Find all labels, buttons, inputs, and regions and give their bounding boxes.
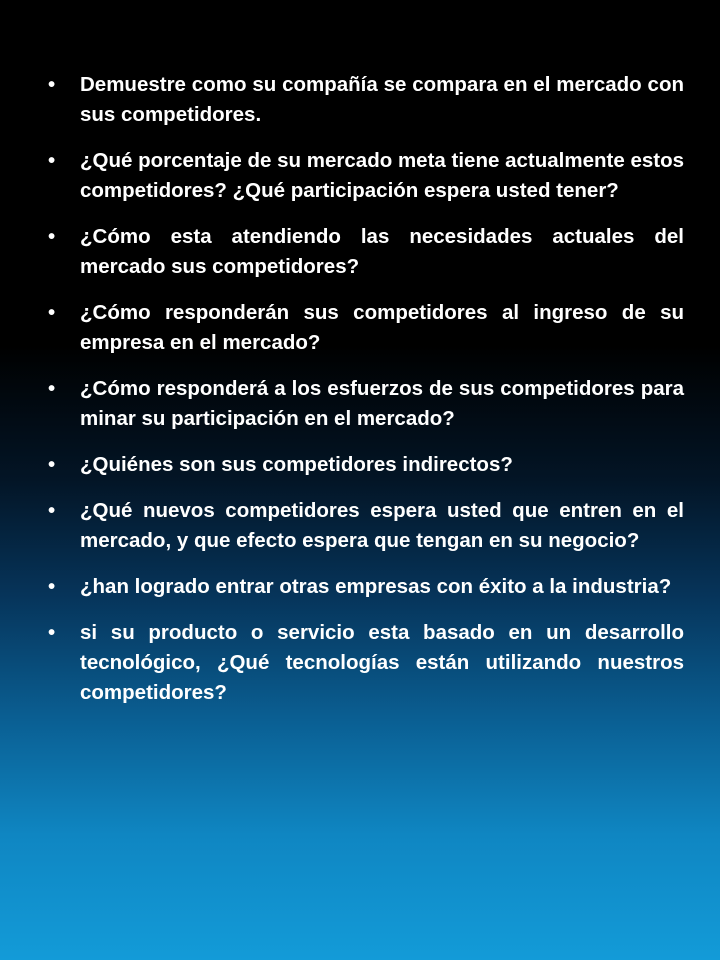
bullet-item-2 [48,146,684,206]
bullet-item-5 [48,374,684,434]
bullet-icon: • [48,499,56,522]
bullet-icon: • [48,149,56,172]
bullet-item-7 [48,496,684,556]
bullet-item-9 [48,618,684,708]
bullet-text: ¿Qué porcentaje de su mercado meta tiene actualmente estos competidores? ¿Qué participación espera usted tener? [80,149,684,202]
bullet-icon: • [48,377,56,400]
bullet-text: ¿Cómo esta atendiendo las necesidades actuales del mercado sus competidores? [80,225,684,278]
bullet-item-3 [48,222,684,282]
bullet-icon: • [48,453,56,476]
bullet-icon: • [48,575,56,598]
bullet-icon: • [48,73,56,96]
bullet-icon: • [48,301,56,324]
bullet-text: ¿Cómo responderá a los esfuerzos de sus competidores para minar su participación en el mercado? [80,377,684,430]
bullet-item-4 [48,298,684,358]
bullet-icon: • [48,225,56,248]
bullet-text: ¿Cómo responderán sus competidores al ingreso de su empresa en el mercado? [80,301,684,354]
bullet-text: ¿han logrado entrar otras empresas con éxito a la industria? [80,575,672,598]
bullet-text: ¿Qué nuevos competidores espera usted que entren en el mercado, y que efecto espera que tengan en su negocio? [80,499,684,552]
bullet-item-6 [48,450,684,480]
bullet-icon: • [48,621,56,644]
bullet-text: ¿Quiénes son sus competidores indirectos? [80,453,513,476]
bullet-list [48,70,684,724]
bullet-text: si su producto o servicio esta basado en un desarrollo tecnológico, ¿Qué tecnologías están utilizando nuestros competidores? [80,621,684,704]
bullet-item-8 [48,572,684,602]
bullet-text: Demuestre como su compañía se compara en el mercado con sus competidores. [80,73,684,126]
bullet-item-1 [48,70,684,130]
